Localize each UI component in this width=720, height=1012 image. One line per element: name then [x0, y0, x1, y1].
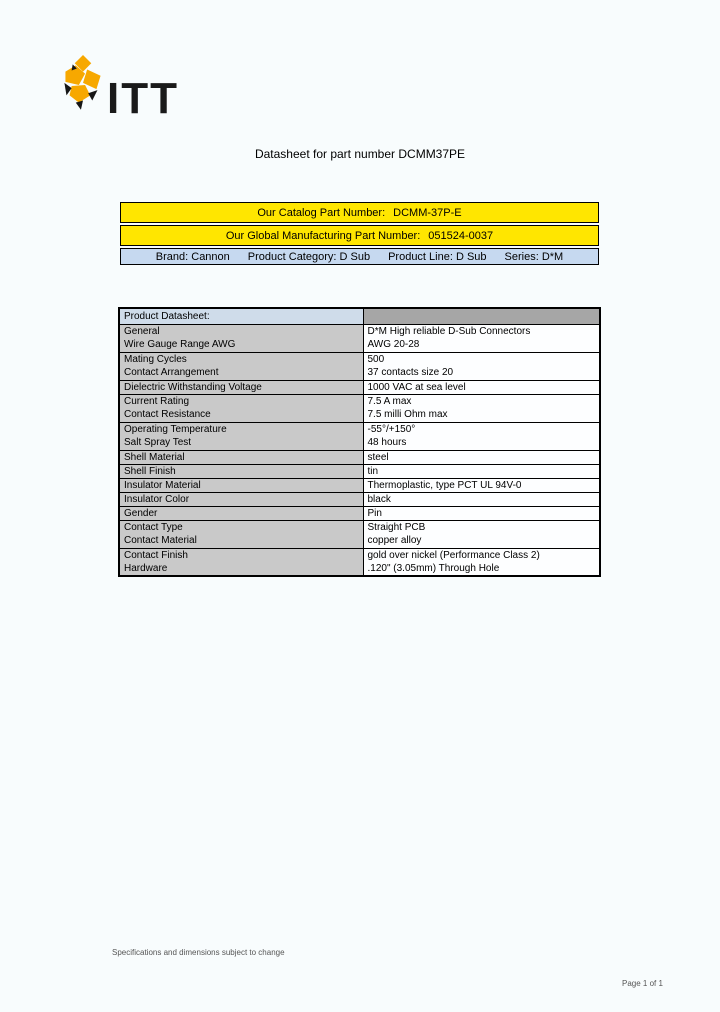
spec-name: Current Rating	[119, 394, 363, 408]
table-row	[119, 520, 600, 534]
spec-value: 1000 VAC at sea level	[363, 380, 600, 394]
spec-name: Hardware	[119, 562, 363, 576]
spec-value: Straight PCB	[363, 520, 600, 534]
brand-segment: Brand: Cannon	[155, 250, 230, 263]
spec-name: Shell Material	[119, 450, 363, 464]
spec-name: Contact Type	[119, 520, 363, 534]
table-row	[119, 408, 600, 422]
product-line-segment: Product Line: D Sub	[388, 250, 487, 263]
spec-name: Insulator Color	[119, 492, 363, 506]
manufacturing-part-number-bar	[120, 225, 599, 246]
table-row	[119, 548, 600, 562]
spec-name: Wire Gauge Range AWG	[119, 338, 363, 352]
spec-name: Shell Finish	[119, 464, 363, 478]
spec-value: copper alloy	[363, 534, 600, 548]
itt-logo-text: ITT	[107, 74, 179, 124]
table-row	[119, 436, 600, 450]
table-header-title: Product Datasheet:	[119, 308, 363, 324]
spec-name: Operating Temperature	[119, 422, 363, 436]
spec-value: .120" (3.05mm) Through Hole	[363, 562, 600, 576]
spec-name: Contact Resistance	[119, 408, 363, 422]
spec-name: Contact Material	[119, 534, 363, 548]
spec-name: Insulator Material	[119, 478, 363, 492]
catalog-part-number-label: Our Catalog Part Number:	[257, 206, 386, 219]
spec-value: 7.5 A max	[363, 394, 600, 408]
table-row	[119, 380, 600, 394]
itt-logo-icon	[60, 54, 106, 116]
spec-value: 48 hours	[363, 436, 600, 450]
catalog-part-number-value: DCMM-37P-E	[393, 206, 462, 219]
spec-name: Salt Spray Test	[119, 436, 363, 450]
spec-value: 37 contacts size 20	[363, 366, 600, 380]
footer-disclaimer: Specifications and dimensions subject to change	[112, 948, 285, 957]
table-row	[119, 492, 600, 506]
table-row	[119, 422, 600, 436]
table-row	[119, 338, 600, 352]
page-indicator: Page 1 of 1	[622, 979, 663, 988]
spec-name: Contact Finish	[119, 548, 363, 562]
spec-value: Thermoplastic, type PCT UL 94V-0	[363, 478, 600, 492]
catalog-part-number-bar	[120, 202, 599, 223]
table-row	[119, 366, 600, 380]
table-header-spacer	[363, 308, 600, 324]
part-number-bars	[120, 202, 599, 267]
page-title: Datasheet for part number DCMM37PE	[254, 147, 466, 161]
product-category-segment: Product Category: D Sub	[247, 250, 371, 263]
spec-value: black	[363, 492, 600, 506]
spec-value: AWG 20-28	[363, 338, 600, 352]
spec-value: steel	[363, 450, 600, 464]
manufacturing-part-number-value: 051524-0037	[428, 229, 494, 242]
table-row	[119, 534, 600, 548]
table-row	[119, 478, 600, 492]
table-row	[119, 394, 600, 408]
brand-info-bar	[120, 248, 599, 265]
series-segment: Series: D*M	[504, 250, 564, 263]
table-row	[119, 450, 600, 464]
product-datasheet-table	[118, 307, 601, 577]
table-row	[119, 464, 600, 478]
table-row	[119, 352, 600, 366]
table-row	[119, 324, 600, 338]
spec-name: General	[119, 324, 363, 338]
spec-name: Dielectric Withstanding Voltage	[119, 380, 363, 394]
spec-value: tin	[363, 464, 600, 478]
spec-value: gold over nickel (Performance Class 2)	[363, 548, 600, 562]
table-header-row	[119, 308, 600, 324]
spec-value: 500	[363, 352, 600, 366]
table-row	[119, 562, 600, 576]
table-row	[119, 506, 600, 520]
spec-name: Contact Arrangement	[119, 366, 363, 380]
spec-value: Pin	[363, 506, 600, 520]
spec-value: D*M High reliable D-Sub Connectors	[363, 324, 600, 338]
spec-value: 7.5 milli Ohm max	[363, 408, 600, 422]
spec-name: Gender	[119, 506, 363, 520]
itt-logo	[60, 54, 179, 124]
spec-name: Mating Cycles	[119, 352, 363, 366]
spec-value: -55°/+150°	[363, 422, 600, 436]
manufacturing-part-number-label: Our Global Manufacturing Part Number:	[225, 229, 421, 242]
